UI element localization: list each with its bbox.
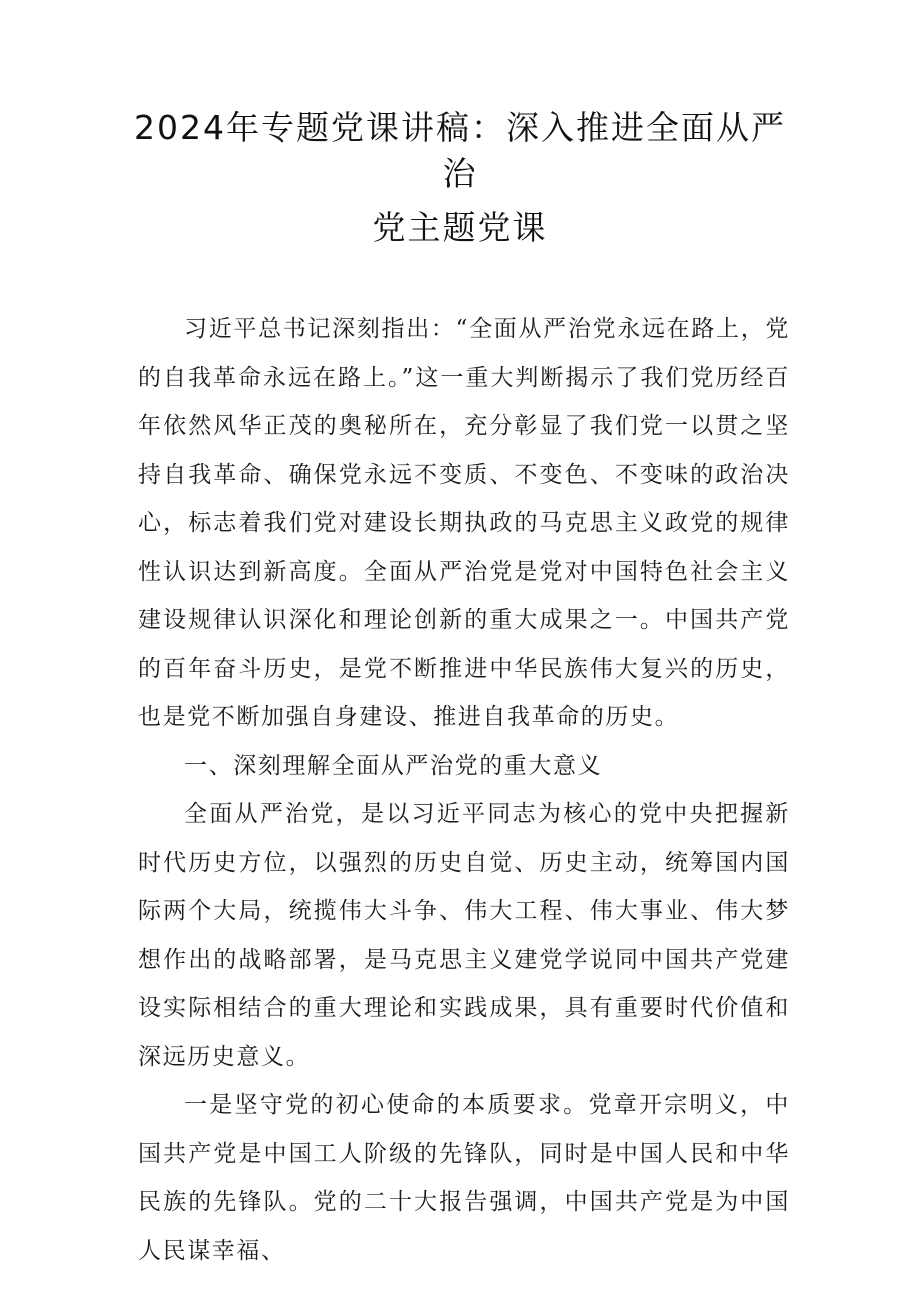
document-body — [138, 305, 790, 1275]
title-line-2: 治 — [442, 154, 478, 193]
title-line-3: 党主题党课 — [372, 208, 548, 247]
paragraph-point-1: 一是坚守党的初心使命的本质要求。党章开宗明义，中国共产党是中国工人阶级的先锋队，同时是中国人民和中华民族的先锋队。党的二十大报告强调，中国共产党是为中国人民谋幸福、 — [138, 1092, 790, 1264]
title-line-1: 2024年专题党课讲稿：深入推进全面从严 — [134, 108, 786, 147]
paragraph-intro: 习近平总书记深刻指出：“全面从严治党永远在路上，党的自我革命永远在路上。”这一重大判断揭示了我们党历经百年依然风华正茂的奥秘所在，充分彰显了我们党一以贯之坚持自我革命、确保党永远不变质、不变色、不变味的政治决心，标志着我们党对建设长期执政的马克思主义政党的规律性认识达到新高度。全面从严治党是党对中国特色社会主义建设规律认识深化和理论创新的重大成果之一。中国共产党的百年奋斗历史，是党不断推进中华民族伟大复兴的历史，也是党不断加强自身建设、推进自我革命的历史。 — [138, 316, 790, 730]
section-heading-1: 一、深刻理解全面从严治党的重大意义 — [184, 752, 603, 779]
paragraph-significance: 全面从严治党，是以习近平同志为核心的党中央把握新时代历史方位，以强烈的历史自觉、历史主动，统筹国内国际两个大局，统揽伟大斗争、伟大工程、伟大事业、伟大梦想作出的战略部署，是马克思主义建党学说同中国共产党建设实际相结合的重大理论和实践成果，具有重要时代价值和深远历史意义。 — [138, 801, 790, 1070]
